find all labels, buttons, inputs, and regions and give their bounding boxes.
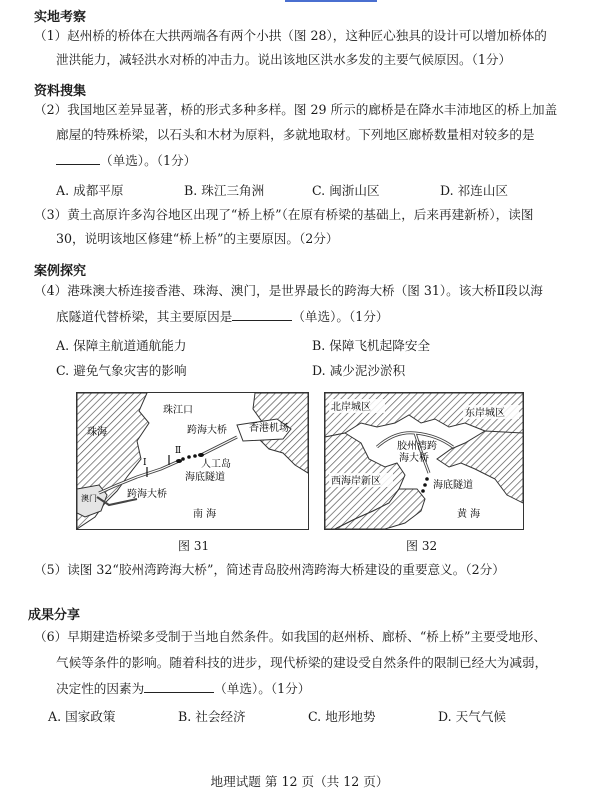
label-tunnel: 海底隧道: [433, 480, 473, 491]
q6-line3: [56, 679, 310, 698]
label-haidi-tunnel: 海底隧道: [185, 472, 225, 483]
q4-option-a[interactable]: A. 保障主航道通航能力: [56, 338, 187, 353]
east-shore-land: [437, 431, 523, 503]
tunnel-dot: [425, 477, 429, 481]
q1-line2: 泄洪能力，减轻洪水对桥的冲击力。说出该地区洪水多发的主要气候原因。（1分）: [56, 52, 512, 67]
q5-line1: （5）读图 32“胶州湾跨海大桥”，简述青岛胶州湾跨海大桥建设的重要意义。（2分）: [34, 562, 505, 577]
q6-option-b[interactable]: B. 社会经济: [178, 709, 246, 724]
q3-line2: 30，说明该地区修建“桥上桥”的主要原因。（2分）: [56, 231, 339, 246]
q2-option-a[interactable]: A. 成都平原: [56, 183, 124, 198]
q6-options: [48, 706, 538, 725]
top-decoration-line: [285, 0, 377, 2]
q3-line1: （3）黄土高原许多沟谷地区出现了“桥上桥”（在原有桥梁的基础上，后来再建新桥），读图: [34, 207, 534, 222]
label-zhujiangkou: 珠江口: [163, 405, 193, 416]
q2-answer-blank[interactable]: [56, 151, 100, 165]
label-kuahai-1: 跨海大桥: [187, 425, 227, 436]
section-heading-results: 成果分享: [28, 608, 81, 623]
tunnel-dot: [421, 489, 425, 493]
map-31-svg: [77, 393, 308, 529]
q2-option-d[interactable]: D. 祁连山区: [440, 183, 509, 198]
q2-line3: [56, 151, 196, 170]
artificial-island: [176, 459, 182, 463]
label-bridge-line1: 胶州湾跨: [397, 441, 437, 452]
label-west-coast: 西海岸新区: [331, 476, 381, 487]
label-east-shore: 东岸城区: [465, 408, 505, 419]
q4-option-c[interactable]: C. 避免气象灾害的影响: [56, 363, 187, 378]
q4-option-d[interactable]: D. 减少泥沙淤积: [312, 363, 406, 378]
page-footer: 地理试题 第 12 页（共 12 页）: [210, 774, 389, 789]
label-north-shore: 北岸城区: [331, 402, 371, 413]
q2-line3-suffix: （单选）。（1分）: [100, 153, 197, 168]
q6-answer-blank[interactable]: [144, 679, 214, 693]
q6-option-a[interactable]: A. 国家政策: [48, 709, 116, 724]
q2-options: [56, 180, 540, 199]
q4-line2: [56, 307, 388, 326]
label-kuahai-2: 跨海大桥: [127, 489, 167, 500]
q2-line2: 廊屋的特殊桥梁，以石头和木材为原料，多就地取材。下列地区廊桥数量相对较多的是: [56, 127, 535, 142]
label-nanhai: 南 海: [193, 509, 217, 520]
q6-line3-suffix: （单选）。（1分）: [214, 681, 311, 696]
label-aomen: 澳门: [81, 494, 97, 503]
label-segment-i: Ⅰ: [143, 458, 147, 468]
section-heading-case-study: 案例探究: [34, 264, 87, 279]
section-heading-data-collection: 资料搜集: [34, 84, 87, 99]
label-hk-airport: 香港机场: [249, 423, 289, 434]
map-figure-31: [76, 392, 309, 530]
q1-line1: （1）赵州桥的桥体在大拱两端各有两个小拱（图 28），这种匠心独具的设计可以增加桥体的: [34, 28, 547, 43]
q6-line1: （6）早期建造桥梁多受制于当地自然条件。如我国的赵州桥、廊桥、“桥上桥”主要受地形、: [34, 629, 547, 644]
tunnel-dot: [187, 455, 191, 459]
figure-32-caption: 图 32: [406, 539, 438, 553]
label-segment-ii: Ⅱ: [175, 446, 182, 456]
q6-line3-prefix: 决定性的因素为: [56, 681, 145, 696]
q6-option-d[interactable]: D. 天气气候: [438, 709, 507, 724]
q4-option-b[interactable]: B. 保障飞机起降安全: [312, 338, 431, 353]
label-rengongdao: 人工岛: [201, 459, 231, 470]
figure-31-caption: 图 31: [178, 539, 210, 553]
label-bridge-line2: 海大桥: [399, 453, 429, 464]
label-zhuhai: 珠海: [87, 427, 107, 438]
q4-line1: （4）港珠澳大桥连接香港、珠海、澳门，是世界最长的跨海大桥（图 31）。该大桥Ⅱ段以海: [34, 283, 543, 298]
bridge-east-inner: [201, 437, 237, 455]
q2-line1: （2）我国地区差异显著，桥的形式多种多样。图 29 所示的廊桥是在降水丰沛地区的桥上加盖: [34, 102, 558, 117]
map-figure-32: [324, 392, 524, 530]
artificial-island: [198, 453, 204, 457]
tunnel-dot: [193, 454, 197, 458]
q4-answer-blank[interactable]: [232, 307, 292, 321]
map-32-svg: [325, 393, 523, 529]
label-yellow-sea: 黄 海: [457, 509, 481, 520]
section-heading-field-study: 实地考察: [34, 10, 87, 25]
tunnel-dot: [423, 483, 427, 487]
q4-line2-suffix: （单选）。（1分）: [292, 309, 389, 324]
q2-option-c[interactable]: C. 闽浙山区: [312, 183, 380, 198]
q2-option-b[interactable]: B. 珠江三角洲: [184, 183, 265, 198]
q4-options-row1: [56, 335, 430, 354]
q4-options-row2: [56, 360, 405, 379]
q4-line2-prefix: 底隧道代替桥梁，其主要原因是: [56, 309, 233, 324]
q6-option-c[interactable]: C. 地形地势: [308, 709, 376, 724]
q6-line2: 气候等条件的影响。随着科技的进步，现代桥梁的建设受自然条件的限制已经大为减弱，: [56, 655, 548, 670]
